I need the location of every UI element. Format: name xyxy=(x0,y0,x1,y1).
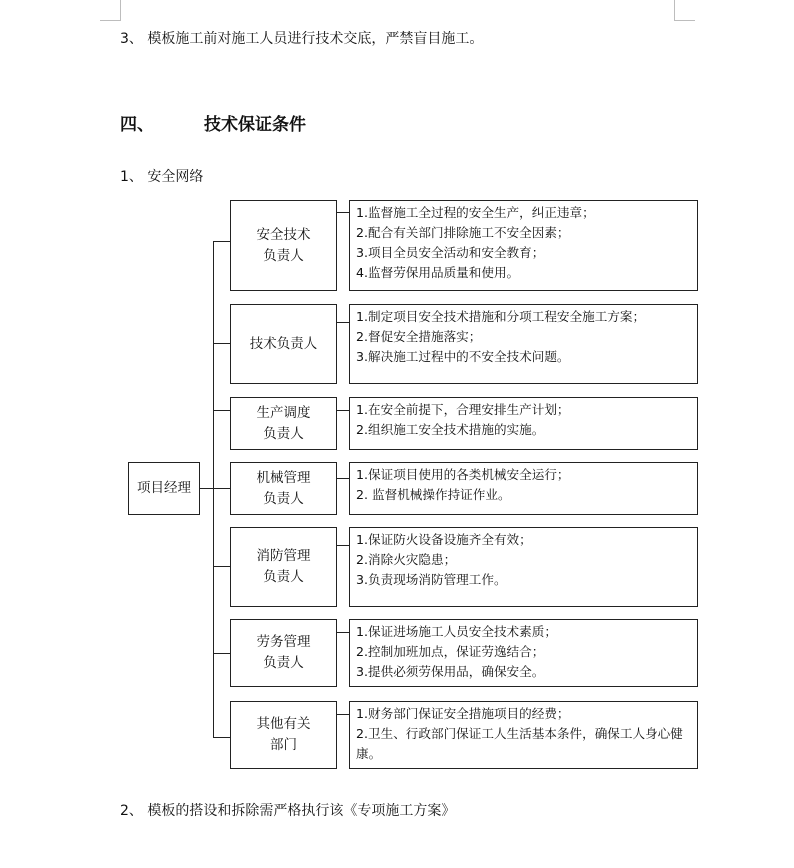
section-number: 四、 xyxy=(120,115,154,135)
duty-connector xyxy=(337,410,349,411)
duty-item: 3.项目全员安全活动和安全教育； xyxy=(356,245,545,260)
duty-item: 2.消除火灾隐患； xyxy=(356,552,457,567)
role-box-labor xyxy=(230,619,337,687)
role-title-line: 消防管理 xyxy=(256,548,311,564)
duty-item: 1.保证项目使用的各类机械安全运行； xyxy=(356,467,570,482)
duty-connector xyxy=(337,322,349,323)
page-corner-mark-left xyxy=(100,0,121,21)
role-box-fire-safety xyxy=(230,527,337,607)
role-title-line: 机械管理 xyxy=(256,469,311,486)
root-box-project-manager xyxy=(128,462,200,515)
role-box-machinery xyxy=(230,462,337,515)
duty-marker xyxy=(336,492,337,508)
duty-item: 3.负责现场消防管理工作。 xyxy=(356,572,507,587)
root-label: 项目经理 xyxy=(137,480,191,496)
role-title-line: 负责人 xyxy=(263,569,304,585)
duty-marker xyxy=(336,248,337,264)
duty-box-technical xyxy=(349,304,698,384)
duty-connector xyxy=(337,212,349,213)
role-title-line: 生产调度 xyxy=(256,404,311,421)
duty-marker xyxy=(336,228,337,244)
duty-marker xyxy=(336,579,337,595)
duty-item: 1.制定项目安全技术措施和分项工程安全施工方案； xyxy=(356,309,646,324)
duty-item: 1.财务部门保证安全措施项目的经费； xyxy=(356,706,570,721)
root-connector xyxy=(199,488,213,489)
duty-box-production-scheduling xyxy=(349,397,698,450)
role-title-line: 负责人 xyxy=(263,490,304,507)
section-title: 技术保证条件 xyxy=(204,115,306,135)
branch-line xyxy=(213,343,231,344)
duty-item: 1.保证进场施工人员安全技术素质； xyxy=(356,624,557,639)
duty-connector xyxy=(337,478,349,479)
duty-marker xyxy=(336,559,337,575)
duty-marker xyxy=(336,645,337,661)
role-title-line: 负责人 xyxy=(263,425,304,442)
duty-item: 2.控制加班加点，保证劳逸结合； xyxy=(356,644,545,659)
duty-connector xyxy=(337,632,349,633)
duty-item: 2.配合有关部门排除施工不安全因素； xyxy=(356,225,570,240)
duty-item: 3.提供必须劳保用品，确保安全。 xyxy=(356,664,545,679)
duty-marker xyxy=(336,336,337,352)
duty-marker xyxy=(336,727,337,743)
duty-connector xyxy=(337,714,349,715)
role-box-production-scheduling xyxy=(230,397,337,450)
duty-item: 2.督促安全措施落实； xyxy=(356,329,482,344)
duty-marker xyxy=(336,427,337,443)
branch-line xyxy=(213,653,231,654)
duty-item: 4.监督劳保用品质量和使用。 xyxy=(356,265,520,280)
role-title-line: 技术负责人 xyxy=(249,335,318,352)
branch-line xyxy=(213,241,231,242)
intro-paragraph: 3、 模板施工前对施工人员进行技术交底，严禁盲目施工。 xyxy=(120,31,484,47)
branch-line xyxy=(213,737,231,738)
duty-marker xyxy=(336,665,337,681)
role-box-technical xyxy=(230,304,337,384)
duty-marker xyxy=(336,356,337,372)
duty-box-fire-safety xyxy=(349,527,698,607)
duty-item: 1.保证防火设备设施齐全有效； xyxy=(356,532,532,547)
duty-connector xyxy=(337,545,349,546)
duty-item: 3.解决施工过程中的不安全技术问题。 xyxy=(356,349,570,364)
duty-item: 2.组织施工安全技术措施的实施。 xyxy=(356,422,545,437)
duty-item: 1.监督施工全过程的安全生产，纠正违章； xyxy=(356,205,595,220)
role-title-line: 安全技术 xyxy=(256,226,311,243)
trunk-line xyxy=(213,241,214,737)
duty-item: 2. 监督机械操作持证作业。 xyxy=(356,487,511,502)
branch-line xyxy=(213,566,231,567)
role-box-safety-technical xyxy=(230,200,337,291)
role-title-line: 负责人 xyxy=(263,655,304,671)
duty-box-labor xyxy=(349,619,698,687)
subsection-title: 1、 安全网络 xyxy=(120,169,204,185)
role-title-line: 其他有关 xyxy=(256,716,311,732)
branch-line xyxy=(213,488,231,489)
role-box-other-departments xyxy=(230,701,337,769)
duty-box-other-departments xyxy=(349,701,698,769)
page-corner-mark-right xyxy=(674,0,695,21)
branch-line xyxy=(213,410,231,411)
duty-item: 2.卫生、行政部门保证工人生活基本条件，确保工人身心健康。 xyxy=(356,726,683,761)
footer-paragraph: 2、 模板的搭设和拆除需严格执行该《专项施工方案》 xyxy=(120,803,456,819)
role-title-line: 劳务管理 xyxy=(256,634,311,650)
duty-box-machinery xyxy=(349,462,698,515)
duty-box-safety-technical xyxy=(349,200,698,291)
role-title-line: 负责人 xyxy=(263,247,304,264)
role-title-line: 部门 xyxy=(270,737,297,753)
duty-item: 1.在安全前提下，合理安排生产计划； xyxy=(356,402,570,417)
